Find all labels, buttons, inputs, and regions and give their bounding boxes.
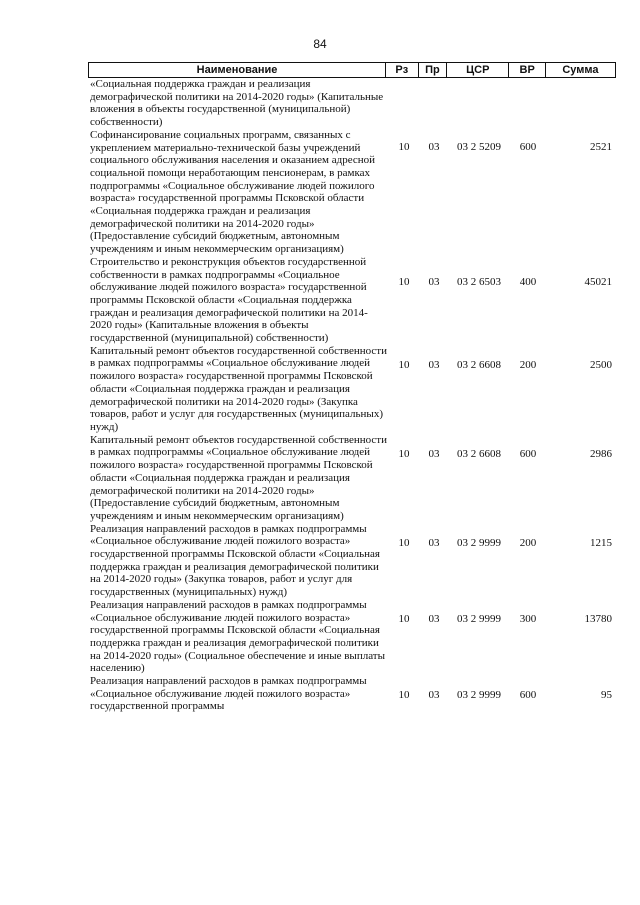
row-sum: 1215 xyxy=(590,536,612,549)
header-rz: Рз xyxy=(385,63,418,77)
row-vr: 300 xyxy=(519,612,537,625)
row-rz: 10 xyxy=(398,358,410,371)
row-vr: 200 xyxy=(519,536,537,549)
row-pr: 03 xyxy=(428,689,440,702)
row-rz: 10 xyxy=(398,275,410,288)
row-sum: 45021 xyxy=(584,275,612,288)
row-name: Реализация направлений расходов в рамках подпрограммы «Социальное обслуживание людей пожилого возраста» государственной программы Псковской области «Социальная поддержка граждан и реализация демографической политики на 2014-2020 годы» (Социальное обеспечение и иные выплаты населению) xyxy=(90,598,385,675)
row-rz xyxy=(388,78,420,129)
row-rz: 10 xyxy=(398,689,410,702)
row-pr: 03 xyxy=(428,275,440,288)
row-rz: 10 xyxy=(398,447,410,460)
header-vr: ВР xyxy=(508,63,545,77)
table-row xyxy=(88,675,616,713)
row-name: Строительство и реконструкция объектов государственной собственности в рамках подпрограммы «Социальное обслуживание людей пожилого возраста» государственной программы Псковской области «Социальная поддержка граждан и реализация демографической политики на 2014-2020 годы» (Капитальные вложения в объекты государственной (муниципальной) собственности) xyxy=(90,255,368,345)
table-row xyxy=(88,345,616,434)
header-pr: Пр xyxy=(418,63,447,77)
row-sum: 2986 xyxy=(590,447,612,460)
row-csr: 03 2 9999 xyxy=(457,689,501,702)
row-csr xyxy=(448,78,510,129)
row-csr: 03 2 6608 xyxy=(457,358,501,371)
row-name: Капитальный ремонт объектов государственной собственности в рамках подпрограммы «Социальное обслуживание людей пожилого возраста» государственной программы Псковской области «Социальная поддержка граждан и реализация демографической политики на 2014-2020 годы» (Закупка товаров, работ и услуг для государственных (муниципальных) нужд) xyxy=(90,344,387,433)
row-vr xyxy=(510,78,546,129)
table-row xyxy=(88,434,616,523)
table-header xyxy=(88,62,616,78)
row-sum: 2500 xyxy=(590,358,612,371)
row-csr: 03 2 9999 xyxy=(457,612,501,625)
row-csr: 03 2 5209 xyxy=(457,140,501,153)
row-vr: 600 xyxy=(519,689,537,702)
table-row xyxy=(88,523,616,599)
header-csr: ЦСР xyxy=(446,63,508,77)
row-sum: 2521 xyxy=(590,140,612,153)
row-rz: 10 xyxy=(398,612,410,625)
row-pr: 03 xyxy=(428,358,440,371)
row-pr: 03 xyxy=(428,536,440,549)
table-row xyxy=(88,129,616,256)
table-row xyxy=(88,256,616,345)
row-sum: 13780 xyxy=(584,612,612,625)
row-sum: 95 xyxy=(601,689,612,702)
row-pr: 03 xyxy=(428,612,440,625)
row-rz: 10 xyxy=(398,536,410,549)
page-number: 84 xyxy=(313,37,327,51)
row-name: Софинансирование социальных программ, связанных с укреплением материально-технической базы учреждений социального обслуживания населения и оказанием адресной социальной помощи неработающим пенсионерам, в рамках подпрограммы «Социальное обслуживание людей пожилого возраста» государственной программы Псковской области «Социальная поддержка граждан и реализация демографической политики на 2014-2020 годы» (Предоставление субсидий бюджетным, автономным учреждениям и иным некоммерческим организациям) xyxy=(90,128,376,256)
row-vr: 600 xyxy=(519,447,537,460)
row-pr xyxy=(420,78,448,129)
row-csr: 03 2 9999 xyxy=(457,536,501,549)
header-name: Наименование xyxy=(196,64,278,76)
table-row xyxy=(88,78,616,129)
row-name: Капитальный ремонт объектов государственной собственности в рамках подпрограммы «Социальное обслуживание людей пожилого возраста» государственной программы Псковской области «Социальная поддержка граждан и реализация демографической политики на 2014-2020 годы» (Предоставление субсидий бюджетным, автономным учреждениям и иным некоммерческим организациям) xyxy=(90,433,387,522)
row-csr: 03 2 6503 xyxy=(457,275,501,288)
row-pr: 03 xyxy=(428,140,440,153)
row-name: Реализация направлений расходов в рамках подпрограммы «Социальное обслуживание людей пожилого возраста» государственной программы xyxy=(90,675,367,713)
budget-table xyxy=(88,62,616,713)
row-vr: 600 xyxy=(519,140,537,153)
table-row xyxy=(88,599,616,675)
row-rz: 10 xyxy=(398,140,410,153)
row-csr: 03 2 6608 xyxy=(457,447,501,460)
row-name: Реализация направлений расходов в рамках подпрограммы «Социальное обслуживание людей пожилого возраста» государственной программы Псковской области «Социальная поддержка граждан и реализация демографической политики на 2014-2020 годы» (Закупка товаров, работ и услуг для государственных (муниципальных) нужд) xyxy=(90,522,380,599)
row-pr: 03 xyxy=(428,447,440,460)
row-vr: 400 xyxy=(519,275,537,288)
row-name: «Социальная поддержка граждан и реализация демографической политики на 2014-2020 годы» (Капитальные вложения в объекты государственной (муниципальной) собственности) xyxy=(90,78,384,129)
row-sum xyxy=(546,78,616,129)
header-sum: Сумма xyxy=(545,63,615,77)
row-vr: 200 xyxy=(519,358,537,371)
